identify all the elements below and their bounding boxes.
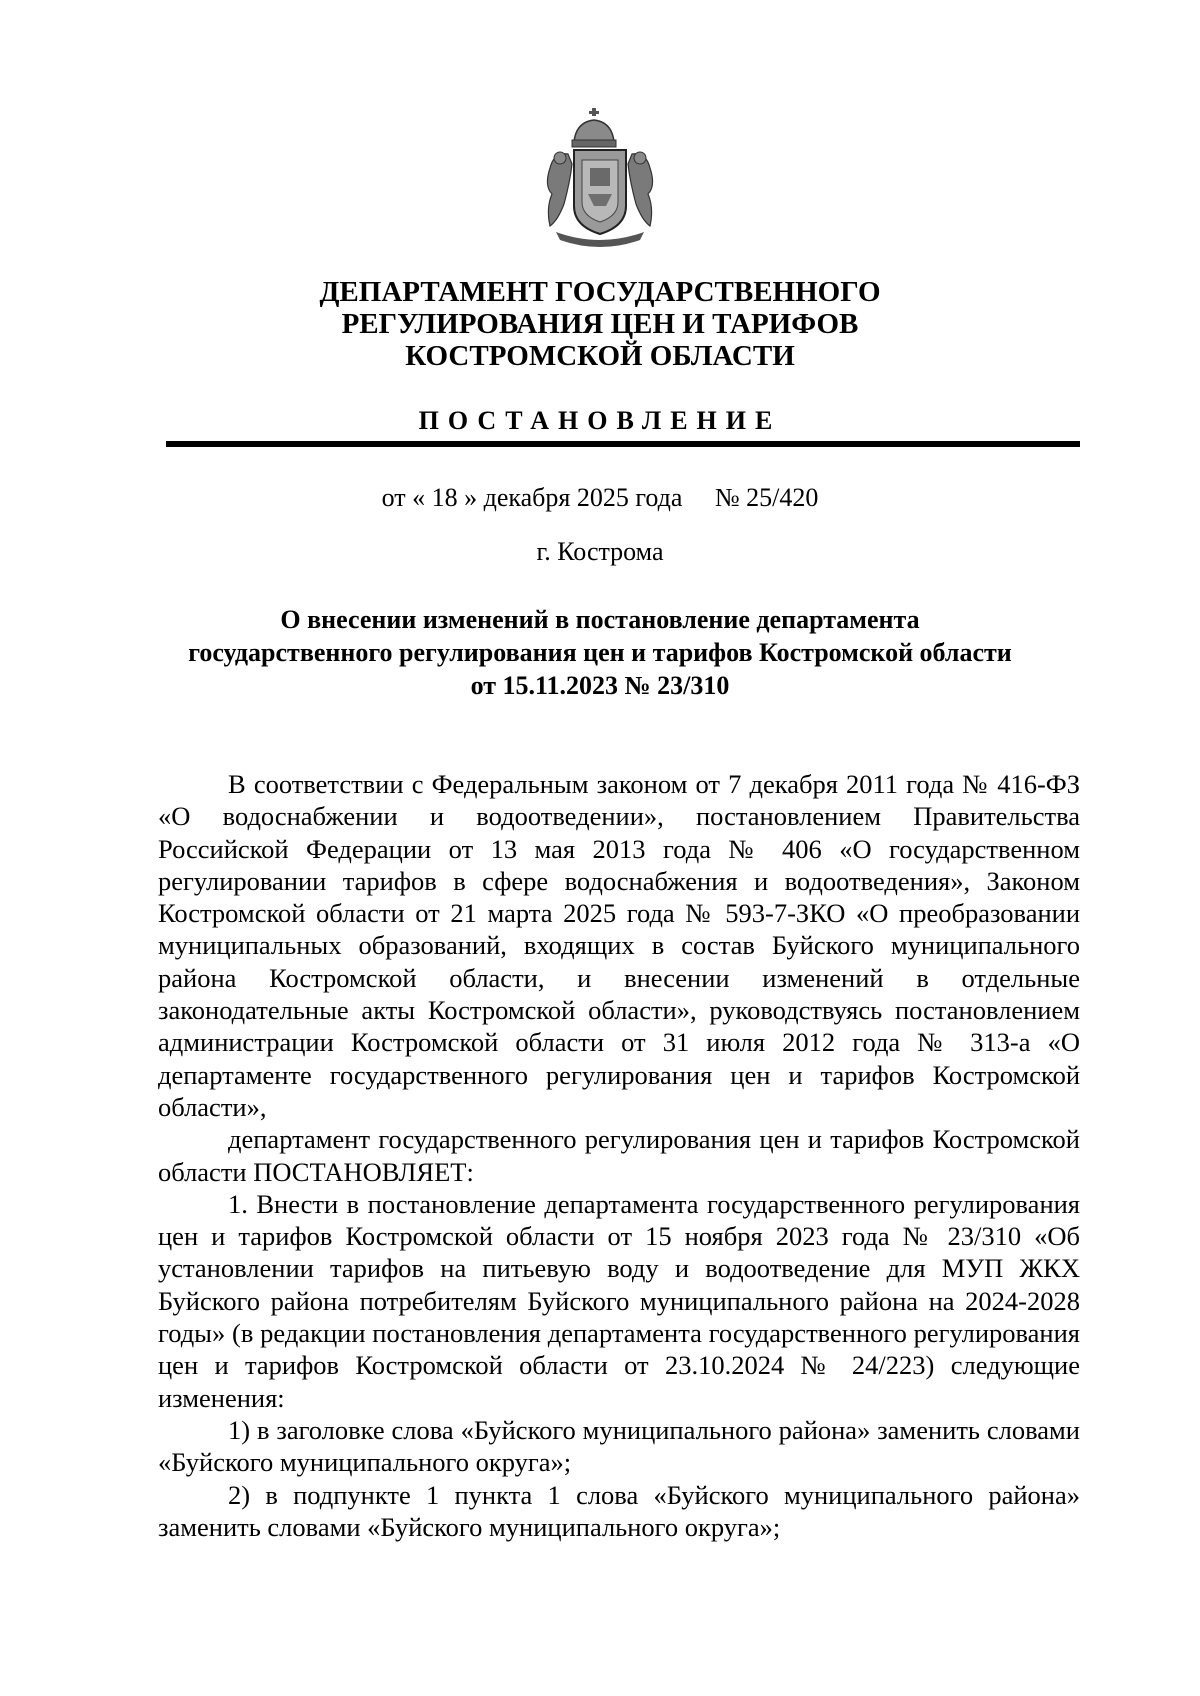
decree-subject-line-2: государственного регулирования цен и тарифов Костромской области [188,638,1012,667]
paragraph-preamble: В соответствии с Федеральным законом от 7 декабря 2011 года № 416-ФЗ «О водоснабжении и водоотведении», постановлением Правительства Российской Федерации от 13 мая 2013 года № 406 «О государственном регулировании тарифов в сфере водоснабжения и водоотведения», Законом Костромской области от 21 марта 2025 года № 593-7-ЗКО «О преобразовании муниципальных образований, входящих в состав Буйского муниципального района Костромской области, и внесении изменений в отдельные законодательные акты Костромской области», руководствуясь постановлением администрации Костромской области от 31 июля 2012 года № 313-а «О департаменте государственного регулирования цен и тарифов Костромской области», [158,769,1080,1122]
department-name-line-3: КОСТРОМСКОЙ ОБЛАСТИ [405,340,795,372]
paragraph-resolves: департамент государственного регулирования цен и тарифов Костромской области ПОСТАНОВЛЯЕТ: [158,1124,1080,1187]
department-name-line-1: ДЕПАРТАМЕНТ ГОСУДАРСТВЕННОГО [319,276,881,308]
decree-subject-line-3: от 15.11.2023 № 23/310 [470,671,730,700]
department-name-line-2: РЕГУЛИРОВАНИЯ ЦЕН И ТАРИФОВ [341,308,859,340]
decree-body [158,768,1080,1543]
decree-subject [120,603,1080,702]
decree-type-heading: ПОСТАНОВЛЕНИЕ [418,406,782,435]
coat-of-arms-emblem [540,108,660,248]
paragraph-item-1: 1. Внести в постановление департамента государственного регулирования цен и тарифов Костромской области от 15 ноября 2023 года № 23/310 «Об установлении тарифов на питьевую воду и водоотведение для МУП ЖКХ Буйского района потребителям Буйского муниципального района на 2024-2028 годы» (в редакции постановления департамента государственного регулирования цен и тарифов Костромской области от 23.10.2024 № 24/223) следующие изменения: [158,1188,1080,1413]
decree-city: г. Кострома [536,537,664,566]
paragraph-subitem-1: 1) в заголовке слова «Буйского муниципального района» заменить словами «Буйского муниципального округа»; [158,1414,1080,1478]
paragraph-subitem-2: 2) в подпункте 1 пункта 1 слова «Буйского муниципального района» заменить словами «Буйского муниципального округа»; [158,1479,1080,1542]
decree-date-number: от « 18 » декабря 2025 года № 25/420 [381,483,819,512]
header-divider [166,441,1080,447]
department-name [0,276,1200,372]
decree-subject-line-1: О внесении изменений в постановление департамента [280,605,920,634]
